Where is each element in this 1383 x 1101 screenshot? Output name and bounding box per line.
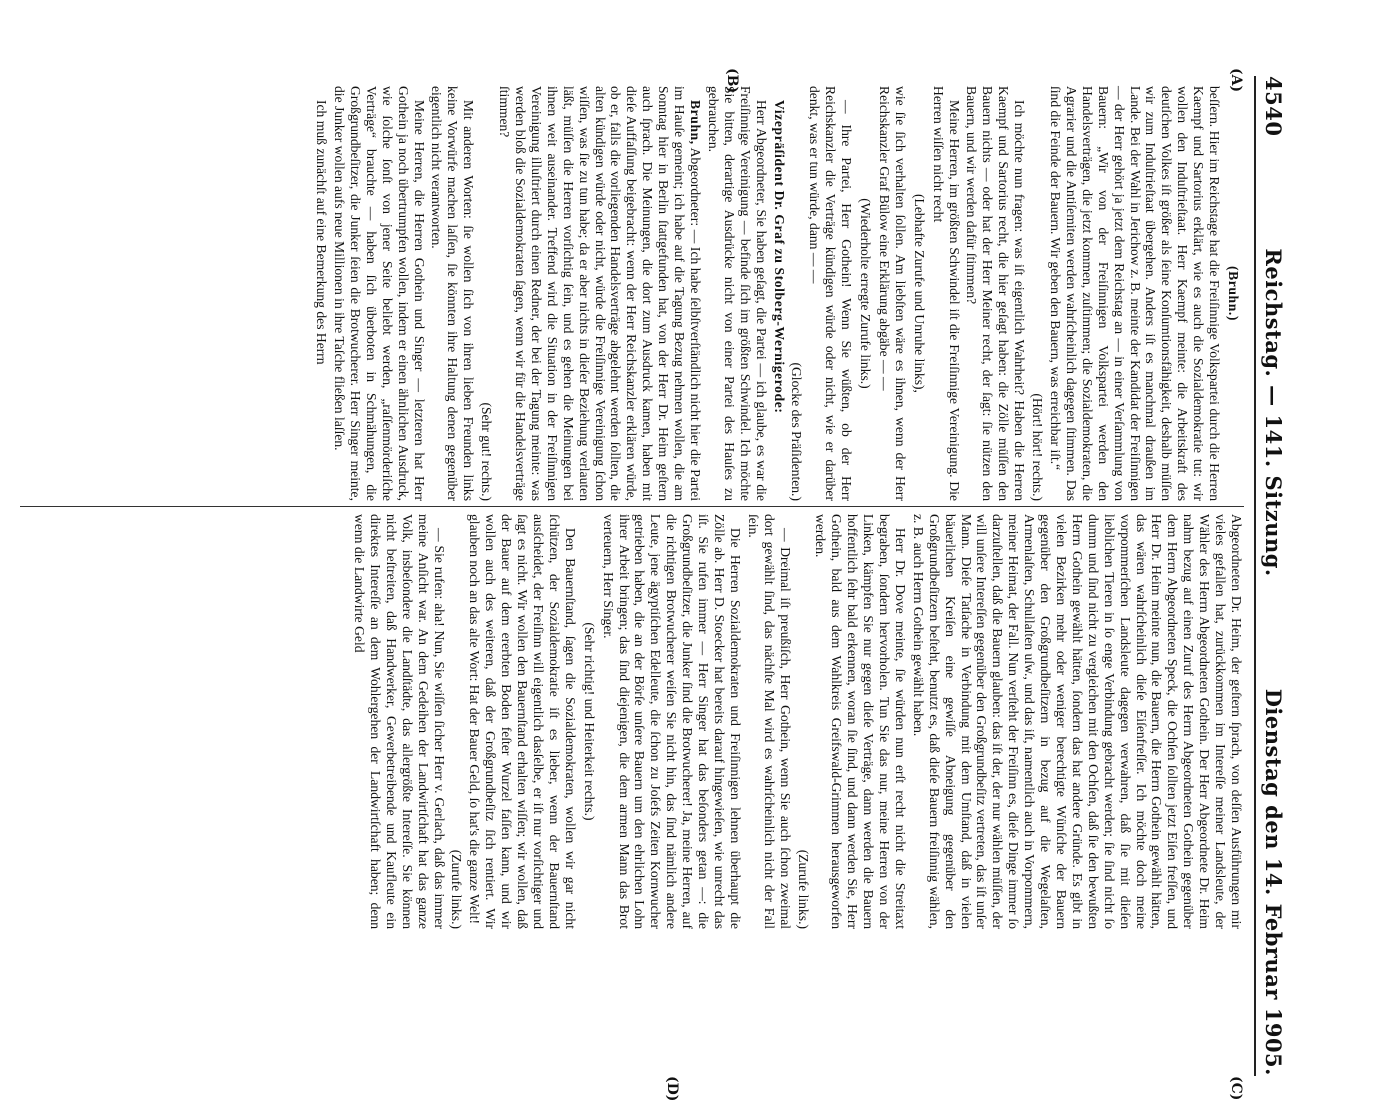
column-divider (20, 506, 1244, 507)
session-title: Reichstag. — 141. Sitzung. (1261, 248, 1287, 577)
speaker-name: Bruhn, (688, 100, 703, 145)
reaction: (Zurufe links.) (449, 849, 465, 929)
paragraph: Meine Herren, im größten Schwindel iſt die Freiſinnige Vereinigung. Die Herren wiſſen nicht recht (930, 86, 962, 501)
paragraph: Mit anderen Worten: ſie wollen ſich von ihren lieben Freunden links keine Vorwürfe machen laſſen, ſie könnten ihre Haltung denen gegenüber eigentlich nicht verantworten. (429, 86, 477, 501)
paragraph: Ich möchte nun fragen: was iſt eigentlich Wahrheit? Haben die Herren Kaempf und Sartorius recht, die hier geſagt haben: die Zölle müſſen den Bauern nichts — oder hat der Herr Meiner recht, der ſagt: ſie nützen den Bauern, und wir werden dafür ſtimmen? (964, 86, 1028, 501)
paragraph: — Dreimal iſt preußiſch, Herr Gothein, wenn Sie auch ſchon zweimal dort gewählt ſind, das nächſte Mal wird es wahrſcheinlich nicht der Fall ſein. (745, 514, 793, 929)
paragraph: Den Bauernſtand, ſagen die Sozialdemokraten, wollen wir gar nicht ſchützen, der Sozialdemokratie iſt es lieber, wenn der Bauernſtand ausſcheidet, der Freiſinn will eigentlich dasſelbe, er iſt nur vorſichtiger und ſagt es nicht. Wir wollen den Bauernſtand erhalten wiſſen; wir wollen, daß der Bauer auf dem ererbten Boden feſter Wurzel faſſen kann, und wir wollen auch des weiteren, daß der Großgrundbeſitz ſich rentiert. Wir glauben noch an das alte Wort: Hat der Bauer Geld, ſo hat's die ganze Welt! (467, 514, 578, 929)
margin-marker-b: (B) (724, 68, 740, 94)
paragraph: Herr Dr. Dove meinte, ſie würden nun erſt recht nicht die Streitaxt begraben, ſondern hervorholen. Tun Sie das nur, meine Herren von der Linken, kämpfen Sie nur gegen dieſe Verträge, dann werden die Bauern hoffentlich ſehr bald erkennen, woran ſie ſind, und dann werden Sie, Herr Gothein, bald aus dem Wahlkreis Greifswald-Grimmen herausgeworfen werden. (813, 514, 908, 929)
paragraph: Die Herren Sozialdemokraten und Freiſinnigen lehnen überhaupt die Zölle ab. Herr D. Stoecker hat bereits darauf hingewieſen, wie unrecht das iſt. Sie rufen immer — Herr Singer hat das beſonders getan —: die Großgrundbeſitzer, die Junker ſind die Brotwucherer! Ja, meine Herren, auf die richtigen Brotwucherer weiſen Sie nicht hin, das ſind nämlich andere Leute, jene ägyptiſchen Edelleute, die ſchon zu Joſefs Zeiten Kornwucher getrieben haben, die an der Börſe unſere Bauern um den ehrlichen Lohn ihrer Arbeit bringen; das ſind diejenigen, die dem armen Mann das Brot verteuern, Herr Singer. (600, 514, 743, 929)
page-header (1254, 76, 1294, 1076)
reaction: (Wiederholte erregte Zurufe links.) (858, 198, 874, 389)
reaction: (Sehr richtig! und Heiterkeit rechts.) (581, 622, 597, 821)
page-number: 4540 (1261, 76, 1287, 137)
paragraph: Abgeordneten Dr. Heim, der geſtern ſprach, von deſſen Ausführungen mir vieles gefallen hat, zurückkommen im Intereſſe meiner Landsleute, der Wähler des Herrn Abgeordneten Gothein. Der Herr Abgeordnete Dr. Heim nahm bezug auf einen Zuruf des Herrn Abgeordneten Gothein gegenüber dem Herrn Abgeordneten Speck, die Ochſen ſollten jetzt Eiſen freſſen, und Herr Dr. Heim meinte nun, die Bauern, die Herrn Gothein gewählt hätten, das wären wahrſcheinlich dieſe Eiſenfreſſer. Ich möchte doch meine vorpommerſchen Landsleute dagegen verwahren, daß ſie mit dieſen lieblichen Tieren in ſo enge Verbindung gebracht werden; ſie ſind nicht ſo dumm und ſind nicht zu vergleichen mit den Ochſen, daß ſie den bewußten Herrn Gothein gewählt hätten, ſondern das hat andere Gründe. Es gibt in vielen Bezirken mehr oder weniger berechtigte Wünſche der Bauern gegenüber den Großgrundbeſitzern in bezug auf die Wegelaſten, Armenlaſten, Schullaſten uſw., und das iſt, namentlich auch in Vorpommern, meiner Heimat, der Fall. Nun verſteht der Freiſinn es, dieſe Dinge immer ſo darzuſtellen, daß die Bauern glauben: das iſt der, der nur wählen müſſen, der will unſere Intereſſen gegenüber den Großgrundbeſitz vertreten, das iſt unſer Mann. Dieſe Tatſache in Verbindung mit dem Umſtand, daß in vielen bäuerlichen Kreiſen eine gewiſſe Abneigung gegenüber den Großgrundbeſitzern beſteht, benutzt es, daß dieſe Bauern freiſinnig wählen, z. B. auch Herrn Gothein gewählt haben. (910, 514, 1244, 929)
header-rule (1254, 76, 1256, 1076)
paragraph: beſſern. Hier im Reichstage hat die Freiſinnige Volkspartei durch die Herren Kaempf und Sartorius erklärt, wie es auch die Sozialdemokratie tut: wir wollen den Induſtrieſtaat. Herr Kaempf meinte: die Arbeitskraft des deutſchen Volkes iſt größer als ſeine Konſumtionsfähigkeit, deshalb müſſen wir zum Induſtrieſtaat übergehen. Anders iſt es manchmal draußen im Lande. Bei der Wahl in Jerichow z. B. meinte der Kandidat der Freiſinnigen — der Herr gehört ja jetzt dem Reichstag an — in einer Verſammlung von Bauern: „Wir von der Freiſinnigen Volkspartei werden den Handelsverträgen, die jetzt kommen, zuſtimmen; die Sozialdemokraten, die Agrarier und die Antiſemiten werden wahrſcheinlich dagegen ſtimmen. Das ſind die Feinde der Bauern. Wir geben den Bauern, was erreichbar iſt.“ (1048, 86, 1223, 501)
paragraph: — Sie rufen: aha! Nun, Sie wiſſen ſicher Herr v. Gerlach, daß das immer meine Anſicht war. An dem Gedeihen der Landwirtſchaft hat das ganze Volk, insbeſondere die Landſtädte, das allergrößte Intereſſe. Sie können nicht beſtreiten, daß Handwerker, Gewerbetreibende und Kaufleute ein direktes Intereſſe an dem Wohlergehen der Landwirtſchaft haben; denn wenn die Landwirte Geld (352, 514, 447, 929)
reaction: (Hört! hört! rechts.) (1030, 393, 1046, 501)
speaker-tag: (Bruhn.) (1226, 265, 1241, 322)
paragraph: Meine Herren, die Herren Gothein und Singer — letzteren hat Herr Gothein ja noch übertrumpfen wollen, indem er einen ähnlichen Ausdruck, wie ſolche ſonſt von jener Seite beliebt werden, „raſſenmörderiſche Verträge“ brauchte — haben ſich überboten in Schmähungen, die Großgrundbeſitzer, die Junker ſeien die Brotwucherer. Herr Singer meinte, die Junker wollen aufs neue Millionen in ihre Taſche fließen laſſen. (332, 86, 427, 501)
paragraph: Abgeordneter: — Ich habe ſelbſtverſtändlich nicht hier die Partei im Hauſe gemeint; ich habe auf die Tagung Bezug nehmen wollen, die am Sonntag hier in Berlin ſtattgefunden hat, von der Herr Dr. Heim geſtern auch ſprach. Die Meinungen, die dort zum Ausdruck kamen, haben mit dieſe Auffaſſung beigebracht: wenn der Herr Reichskanzler erklären würde, ob er, falls die vorliegenden Handelsverträge abgelehnt werden ſollten, die alten kündigen würde oder nicht, würde die Freiſinnige Vereinigung ſchon wiſſen, was ſie zu tun habe; da er aber nichts in dieſer Beziehung verlauten läßt, müſſen die Herren vorſichtig ſein, und es gehen die Meinungen bei ihnen weit auseinander. Treffend wird die Situation in der Freiſinnigen Vereinigung illuſtriert durch einen Redner, der bei der Tagung meinte: was werden bloß die Sozialdemokraten ſagen, wenn wir für die Handelsverträge ſtimmen? (497, 86, 703, 501)
margin-marker-c: (C) (1228, 1076, 1244, 1101)
reaction: (Zurufe links.) (795, 849, 811, 929)
paragraph: wie ſie ſich verhalten ſollen. Am liebſten wäre es ihnen, wenn der Herr Reichskanzler Graf Bülow eine Erklärung abgäbe — — (876, 86, 908, 501)
session-date: Dienstag den 14. Februar 1905. (1261, 688, 1287, 1076)
margin-marker-d: (D) (664, 1076, 680, 1101)
margin-marker-a: (A) (1228, 68, 1244, 93)
reaction: (Lebhafte Zurufe und Unruhe links), (911, 194, 927, 393)
left-column (311, 86, 1244, 501)
reaction: (Glocke des Präſidenten.) (789, 362, 805, 501)
paragraph: Herr Abgeordneter, Sie haben geſagt, die Partei — ich glaube, es war die Freiſinnige Vereinigung — befinde ſich im größten Schwindel. Ich möchte Sie bitten, derartige Ausdrücke nicht von einer Partei des Hauſes zu gebrauchen. (705, 86, 769, 501)
vp-intro: Vizepräſident Dr. Graf zu Stolberg-Wernigerode: (771, 100, 787, 414)
reaction: (Sehr gut! rechts.) (479, 402, 495, 501)
paragraph: — Ihre Partei, Herr Gothein! Wenn Sie wüßten, ob der Herr Reichskanzler die Verträge kündigen würde oder nicht, wie er darüber denkt, was er tun würde, dann — — (807, 86, 855, 501)
bruhn-paragraph (496, 86, 703, 501)
right-column (349, 514, 1244, 929)
paragraph: Ich muß zunächſt auf eine Bemerkung des Herrn (314, 100, 330, 365)
